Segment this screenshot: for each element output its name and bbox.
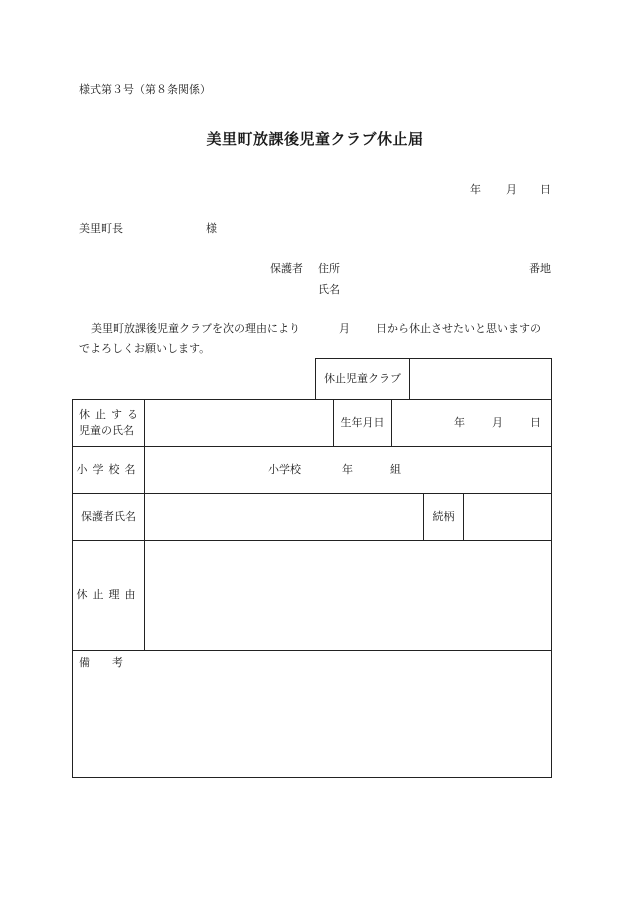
guardian-name-label: 保護者氏名 <box>73 494 145 541</box>
birth-year-label: 年 <box>454 415 465 429</box>
reason-label: 休止理由 <box>73 541 145 651</box>
child-name-label-line2: 児童の氏名 <box>79 424 134 437</box>
remarks-label: 備 考 <box>79 656 123 669</box>
relation-label: 続柄 <box>424 494 464 541</box>
school-suffix: 小学校 <box>268 462 301 476</box>
birth-day-label: 日 <box>530 415 541 429</box>
reason-value-cell[interactable] <box>145 541 552 651</box>
date-day-label: 日 <box>540 183 551 196</box>
child-name-label-cell <box>73 400 145 447</box>
date-year-label: 年 <box>470 183 481 196</box>
body-text-line1-a: 美里町放課後児童クラブを次の理由により <box>91 322 300 335</box>
birthdate-value-cell[interactable] <box>392 400 552 447</box>
remarks-cell[interactable] <box>73 651 552 778</box>
grade-suffix: 年 <box>342 462 353 476</box>
child-name-row <box>73 400 552 447</box>
club-label: 休止児童クラブ <box>316 359 410 400</box>
child-name-value-cell[interactable] <box>145 400 334 447</box>
guardian-row <box>73 494 552 541</box>
class-suffix: 組 <box>390 462 401 476</box>
applicant-name-label: 氏名 <box>318 283 340 296</box>
address-label: 住所 <box>318 262 340 275</box>
relation-value-cell[interactable] <box>464 494 552 541</box>
main-form-table <box>72 399 552 778</box>
body-text-month: 月 <box>339 322 350 335</box>
date-month-label: 月 <box>506 183 517 196</box>
remarks-row <box>73 651 552 778</box>
reason-row <box>73 541 552 651</box>
guardian-name-value-cell[interactable] <box>145 494 424 541</box>
form-number: 様式第３号（第８条関係） <box>79 83 211 96</box>
school-label: 小学校名 <box>73 447 145 494</box>
page-title: 美里町放課後児童クラブ休止届 <box>206 130 424 148</box>
school-value-cell[interactable] <box>145 447 552 494</box>
guardian-label: 保護者 <box>270 262 303 275</box>
addressee-name: 美里町長 <box>79 222 123 235</box>
body-text-line2: でよろしくお願いします。 <box>79 342 211 355</box>
club-value-cell[interactable] <box>410 359 552 400</box>
body-text-line1-b: 日から休止させたいと思いますの <box>376 322 541 335</box>
addressee-honorific: 様 <box>206 222 217 235</box>
school-row <box>73 447 552 494</box>
club-table <box>315 358 552 400</box>
banchi-label: 番地 <box>529 262 551 275</box>
child-name-label-line1: 休止する <box>79 407 143 421</box>
birth-month-label: 月 <box>492 415 503 429</box>
birthdate-label: 生年月日 <box>334 400 392 447</box>
